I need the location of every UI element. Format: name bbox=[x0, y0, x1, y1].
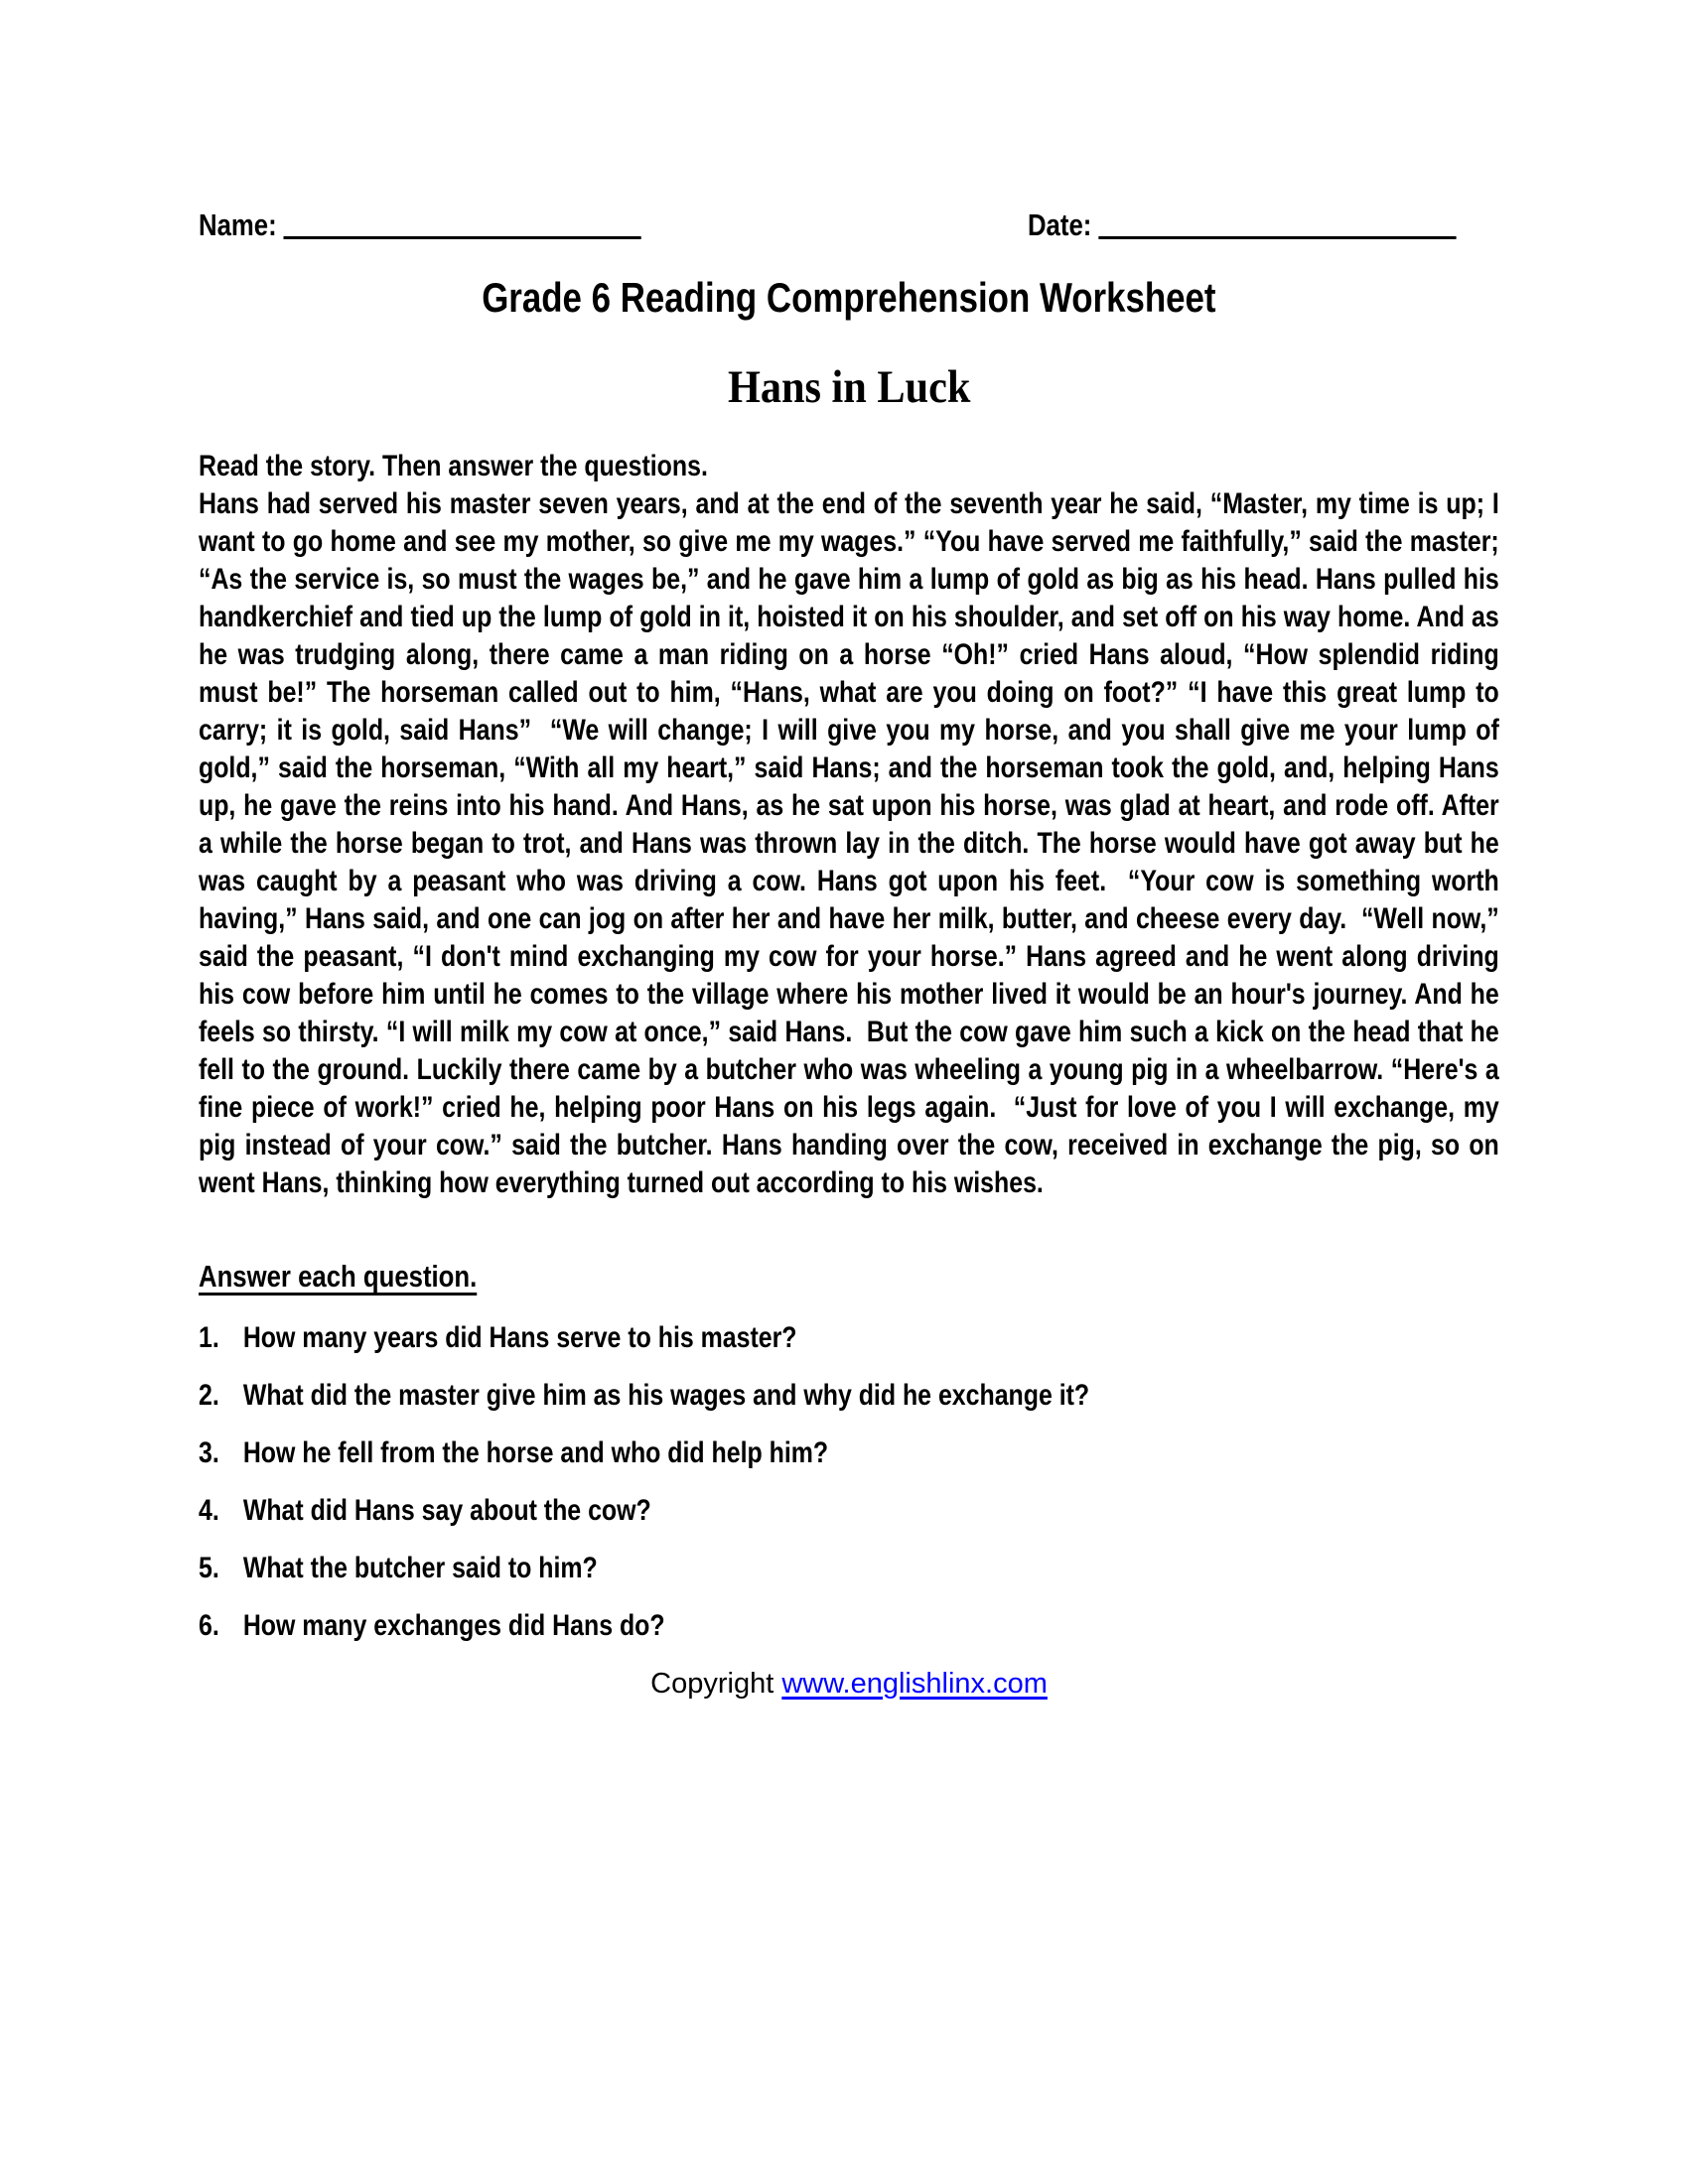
question-number: 2. bbox=[199, 1379, 219, 1412]
story-title: Hans in Luck bbox=[727, 361, 971, 413]
question-row bbox=[199, 1434, 1499, 1472]
question-row bbox=[199, 1492, 1499, 1530]
question-row bbox=[199, 1607, 1499, 1645]
questions-list bbox=[199, 1319, 1499, 1645]
question-text: How he fell from the horse and who did help him? bbox=[242, 1436, 829, 1469]
date-field-group bbox=[1028, 206, 1456, 244]
question-text: What did the master give him as his wages and why did he exchange it? bbox=[242, 1379, 1090, 1412]
question-number: 6. bbox=[199, 1609, 219, 1642]
copyright-line bbox=[199, 1665, 1499, 1703]
date-blank-line bbox=[1098, 209, 1456, 239]
date-label: Date: bbox=[1027, 207, 1092, 242]
name-date-row bbox=[199, 206, 1499, 244]
question-text: What did Hans say about the cow? bbox=[242, 1494, 651, 1527]
question-number: 1. bbox=[199, 1321, 219, 1354]
name-label: Name: bbox=[199, 207, 277, 242]
story-text: Hans had served his master seven years, and at the end of the seventh year he said, “Master, my time is up; I want to go home and see my mother, so give me my wages.” “You have served me faithfully,” said the master; “As the service is, so must the wages be,” and he gave him a lump of gold as big as his head. Hans pulled his handkerchief and tied up the lump of gold in it, hoisted it on his shoulder, and set off on his way home. And as he was trudging along, there came a man riding on a horse “Oh!” cried Hans aloud, “How splendid riding must be!” The horseman called out to him, “Hans, what are you doing on foot?” “I have this great lump to carry; it is gold, said Hans” “We will change; I will give you my horse, and you shall give me your lump of gold,” said the horseman, “With all my heart,” said Hans; and the horseman took the gold, and, helping Hans up, he gave the reins into his hand. And Hans, as he sat upon his horse, was glad at heart, and rode off. After a while the horse began to trot, and Hans was thrown lay in the ditch. The horse would have got away but he was caught by a peasant who was driving a cow. Hans got upon his feet. “Your cow is something worth having,” Hans said, and one can jog on after her and have her milk, butter, and cheese every day. “Well now,” said the peasant, “I don't mind exchanging my cow for your horse.” Hans agreed and he went along driving his cow before him until he comes to the village where his mother lived it would be an hour's journey. And he feels so thirsty. “I will milk my cow at once,” said Hans. But the cow gave him such a kick on the head that he fell to the ground. Luckily there came by a butcher who was wheeling a young pig in a wheelbarrow. “Here's a fine piece of work!” cried he, helping poor Hans on his legs again. “Just for love of you I will exchange, my pig instead of your cow.” said the butcher. Hans handing over the cow, received in exchange the pig, so on went Hans, thinking how everything turned out according to his wishes. bbox=[199, 487, 1506, 1199]
name-blank-line bbox=[283, 209, 640, 239]
question-number: 3. bbox=[199, 1436, 219, 1469]
question-text: How many years did Hans serve to his master? bbox=[242, 1321, 797, 1354]
questions-heading: Answer each question. bbox=[199, 1259, 478, 1294]
copyright-text: Copyright bbox=[650, 1668, 782, 1700]
question-row bbox=[199, 1550, 1499, 1587]
question-number: 4. bbox=[199, 1494, 219, 1527]
question-row bbox=[199, 1319, 1499, 1357]
copyright-link[interactable]: www.englishlinx.com bbox=[781, 1668, 1048, 1700]
question-number: 5. bbox=[199, 1552, 219, 1584]
instructions-line: Read the story. Then answer the questions. bbox=[199, 450, 708, 482]
question-text: How many exchanges did Hans do? bbox=[242, 1609, 665, 1642]
question-text: What the butcher said to him? bbox=[242, 1552, 598, 1584]
name-field-group bbox=[199, 207, 641, 242]
worksheet-title: Grade 6 Reading Comprehension Worksheet bbox=[482, 274, 1216, 321]
question-row bbox=[199, 1377, 1499, 1415]
